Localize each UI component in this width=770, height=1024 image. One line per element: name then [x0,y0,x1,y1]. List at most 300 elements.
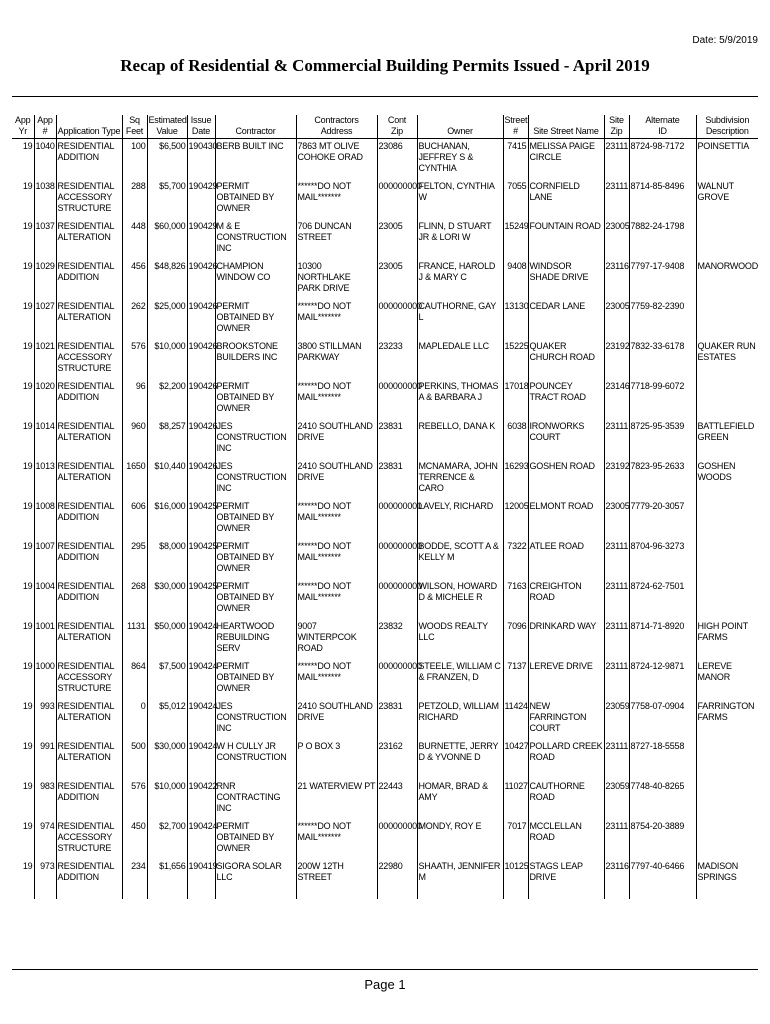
header-contractor-zip-line: Zip [391,126,403,136]
cell-street-number: 7163 [503,579,528,619]
cell-site-street-name: ELMONT ROAD [528,499,604,539]
cell-subdivision [696,579,758,619]
cell-contractor-address: ******DO NOT MAIL******* [296,499,377,539]
header-sq-feet [122,115,147,139]
table-row [12,539,758,579]
cell-street-number: 17018 [503,379,528,419]
cell-street-number: 15249 [503,219,528,259]
cell-sq-feet: 1650 [122,459,147,499]
cell-issue-date: 190424 [187,819,215,859]
cell-app-number: 1001 [34,619,56,659]
cell-app-number: 983 [34,779,56,819]
cell-application-type: RESIDENTIAL ALTERATION [56,459,122,499]
cell-street-number: 7017 [503,819,528,859]
cell-contractor-address: ******DO NOT MAIL******* [296,179,377,219]
cell-owner: FRANCE, HAROLD J & MARY C [417,259,503,299]
cell-subdivision [696,779,758,819]
cell-app-number: 1038 [34,179,56,219]
cell-street-number: 15225 [503,339,528,379]
cell-street-number: 6038 [503,419,528,459]
cell-subdivision [696,379,758,419]
table-row [12,259,758,299]
cell-contractor-zip: 000000000 [377,299,417,339]
cell-site-zip: 23111 [604,819,629,859]
cell-sq-feet: 288 [122,179,147,219]
cell-issue-date: 190430 [187,139,215,179]
cell-contractor-address: 3800 STILLMAN PARKWAY [296,339,377,379]
cell-contractor-address: 200W 12TH STREET [296,859,377,899]
header-issue-date [187,115,215,139]
header-site-zip [604,115,629,139]
cell-alternate-id: 7779-20-3057 [629,499,696,539]
cell-sq-feet: 576 [122,339,147,379]
cell-site-street-name: NEW FARRINGTON COURT [528,699,604,739]
cell-issue-date: 190424 [187,699,215,739]
header-site-street-name [528,115,604,139]
report-title: Recap of Residential & Commercial Building Permits Issued - April 2019 [120,56,650,75]
cell-alternate-id: 8724-62-7501 [629,579,696,619]
cell-alternate-id: 7882-24-1798 [629,219,696,259]
header-alternate-id [629,115,696,139]
cell-estimated-value: $30,000 [147,579,187,619]
cell-site-street-name: CREIGHTON ROAD [528,579,604,619]
cell-estimated-value: $16,000 [147,499,187,539]
cell-site-street-name: MELISSA PAIGE CIRCLE [528,139,604,179]
header-contractor [215,115,296,139]
cell-contractor-zip: 23005 [377,219,417,259]
cell-sq-feet: 100 [122,139,147,179]
cell-owner: SHAATH, JENNIFER M [417,859,503,899]
cell-app-number: 1037 [34,219,56,259]
cell-alternate-id: 7832-33-6178 [629,339,696,379]
cell-contractor-zip: 23086 [377,139,417,179]
cell-subdivision [696,539,758,579]
cell-contractor-zip: 000000000 [377,819,417,859]
header-site-zip-line: Site [609,115,624,125]
cell-app-yr: 19 [12,539,34,579]
cell-app-yr: 19 [12,299,34,339]
cell-contractor-zip: 000000000 [377,379,417,419]
header-estimated-value-line: Value [156,126,178,136]
cell-app-number: 1027 [34,299,56,339]
header-app-yr-line: Yr [18,126,28,136]
cell-contractor-address: P O BOX 3 [296,739,377,779]
cell-site-zip: 23005 [604,499,629,539]
header-alternate-id-line: Alternate [645,115,680,125]
table-row [12,659,758,699]
cell-street-number: 7415 [503,139,528,179]
cell-sq-feet: 576 [122,779,147,819]
cell-site-zip: 23111 [604,659,629,699]
cell-estimated-value: $25,000 [147,299,187,339]
header-street-number-line: # [513,126,518,136]
permits-table [12,115,758,899]
table-header [12,115,758,139]
table-row [12,419,758,459]
cell-contractor-zip: 23005 [377,259,417,299]
cell-street-number: 10125 [503,859,528,899]
cell-owner: WILSON, HOWARD D & MICHELE R [417,579,503,619]
header-issue-date-line: Date [191,126,211,136]
cell-street-number: 7137 [503,659,528,699]
cell-contractor: CHAMPION WINDOW CO [215,259,296,299]
cell-site-street-name: LEREVE DRIVE [528,659,604,699]
cell-application-type: RESIDENTIAL ACCESSORY STRUCTURE [56,819,122,859]
cell-contractor-address: 706 DUNCAN STREET [296,219,377,259]
cell-sq-feet: 606 [122,499,147,539]
cell-street-number: 13130 [503,299,528,339]
cell-street-number: 9408 [503,259,528,299]
cell-alternate-id: 8724-12-9871 [629,659,696,699]
cell-contractor: M & E CONSTRUCTION INC [215,219,296,259]
cell-alternate-id: 8725-95-3539 [629,419,696,459]
header-street-number [503,115,528,139]
cell-application-type: RESIDENTIAL ACCESSORY STRUCTURE [56,339,122,379]
header-app-number-line: App [37,115,53,125]
cell-contractor-address: ******DO NOT MAIL******* [296,379,377,419]
cell-app-number: 1040 [34,139,56,179]
cell-site-zip: 23116 [604,859,629,899]
cell-site-zip: 23111 [604,539,629,579]
table-row [12,379,758,419]
cell-alternate-id: 8704-96-3273 [629,539,696,579]
cell-issue-date: 190429 [187,219,215,259]
table-row [12,139,758,179]
cell-application-type: RESIDENTIAL ALTERATION [56,619,122,659]
header-street-number-line: Street [504,115,528,125]
cell-contractor-address: 2410 SOUTHLAND DRIVE [296,419,377,459]
cell-alternate-id: 7759-82-2390 [629,299,696,339]
cell-estimated-value: $8,257 [147,419,187,459]
top-divider [12,96,758,97]
cell-sq-feet: 1131 [122,619,147,659]
cell-app-yr: 19 [12,379,34,419]
cell-sq-feet: 450 [122,819,147,859]
header-application-type-line: Application Type [57,126,121,136]
cell-site-street-name: FOUNTAIN ROAD [528,219,604,259]
cell-contractor-address: ******DO NOT MAIL******* [296,819,377,859]
cell-contractor-address: 2410 SOUTHLAND DRIVE [296,459,377,499]
cell-street-number: 10427 [503,739,528,779]
cell-contractor: SIGORA SOLAR LLC [215,859,296,899]
cell-owner: LAVELY, RICHARD [417,499,503,539]
cell-issue-date: 190419 [187,859,215,899]
cell-estimated-value: $50,000 [147,619,187,659]
cell-street-number: 7322 [503,539,528,579]
header-contractor-address [296,115,377,139]
table-row [12,459,758,499]
cell-application-type: RESIDENTIAL ADDITION [56,539,122,579]
cell-sq-feet: 960 [122,419,147,459]
cell-issue-date: 190426 [187,299,215,339]
header-app-yr [12,115,34,139]
table-row [12,499,758,539]
cell-site-zip: 23005 [604,299,629,339]
header-site-zip-line: Zip [610,126,623,136]
cell-issue-date: 190425 [187,539,215,579]
header-subdivision-line: Subdivision [705,115,750,125]
cell-owner: REBELLO, DANA K [417,419,503,459]
cell-street-number: 7055 [503,179,528,219]
cell-contractor-address: ******DO NOT MAIL******* [296,659,377,699]
cell-owner: BURNETTE, JERRY D & YVONNE D [417,739,503,779]
cell-issue-date: 190424 [187,619,215,659]
cell-sq-feet: 262 [122,299,147,339]
header-application-type-line [58,115,121,126]
cell-estimated-value: $2,200 [147,379,187,419]
cell-app-yr: 19 [12,819,34,859]
cell-app-yr: 19 [12,179,34,219]
header-app-number-line: # [42,126,48,136]
cell-application-type: RESIDENTIAL ALTERATION [56,419,122,459]
table-row [12,819,758,859]
cell-issue-date: 190425 [187,499,215,539]
cell-site-zip: 23059 [604,779,629,819]
cell-app-number: 1000 [34,659,56,699]
cell-site-street-name: ATLEE ROAD [528,539,604,579]
cell-application-type: RESIDENTIAL ADDITION [56,259,122,299]
cell-application-type: RESIDENTIAL ADDITION [56,579,122,619]
cell-app-yr: 19 [12,139,34,179]
cell-estimated-value: $5,700 [147,179,187,219]
cell-owner: FELTON, CYNTHIA W [417,179,503,219]
cell-contractor: BROOKSTONE BUILDERS INC [215,339,296,379]
cell-sq-feet: 864 [122,659,147,699]
cell-site-street-name: POLLARD CREEK ROAD [528,739,604,779]
cell-issue-date: 190424 [187,739,215,779]
cell-contractor-address: ******DO NOT MAIL******* [296,579,377,619]
table-row [12,859,758,899]
cell-site-zip: 23111 [604,139,629,179]
header-contractor-zip [377,115,417,139]
cell-app-yr: 19 [12,779,34,819]
cell-application-type: RESIDENTIAL ADDITION [56,499,122,539]
cell-sq-feet: 500 [122,739,147,779]
header-sq-feet-line: Sq [129,115,140,125]
cell-app-yr: 19 [12,339,34,379]
cell-issue-date: 190426 [187,259,215,299]
cell-contractor: JES CONSTRUCTION INC [215,459,296,499]
cell-app-yr: 19 [12,219,34,259]
cell-application-type: RESIDENTIAL ALTERATION [56,739,122,779]
cell-application-type: RESIDENTIAL ALTERATION [56,219,122,259]
cell-app-number: 1014 [34,419,56,459]
cell-app-yr: 19 [12,659,34,699]
cell-site-street-name: CAUTHORNE ROAD [528,779,604,819]
cell-subdivision: BATTLEFIELD GREEN [697,420,755,442]
cell-estimated-value: $2,700 [147,819,187,859]
cell-contractor-address: 9007 WINTERPCOK ROAD [296,619,377,659]
cell-application-type: RESIDENTIAL ADDITION [56,379,122,419]
cell-site-street-name: POUNCEY TRACT ROAD [528,379,604,419]
cell-contractor-zip: 22443 [377,779,417,819]
cell-app-yr: 19 [12,859,34,899]
cell-subdivision: MADISON SPRINGS [697,860,739,882]
cell-app-number: 1020 [34,379,56,419]
cell-contractor-zip: 000000000 [377,659,417,699]
cell-site-street-name: IRONWORKS COURT [528,419,604,459]
cell-alternate-id: 7718-99-6072 [629,379,696,419]
header-issue-date-line: Issue [190,115,212,125]
header-contractor-line: Contractor [235,126,276,136]
cell-subdivision: POINSETTIA [697,141,750,151]
cell-site-zip: 23111 [604,739,629,779]
cell-application-type: RESIDENTIAL ALTERATION [56,699,122,739]
table-row [12,339,758,379]
cell-issue-date: 190424 [187,659,215,699]
header-site-street-name-line: Site Street Name [533,126,599,136]
cell-issue-date: 190429 [187,179,215,219]
cell-estimated-value: $10,440 [147,459,187,499]
cell-owner: WOODS REALTY LLC [417,619,503,659]
cell-site-zip: 23146 [604,379,629,419]
cell-alternate-id: 7797-40-6466 [629,859,696,899]
cell-app-yr: 19 [12,419,34,459]
cell-app-number: 1021 [34,339,56,379]
cell-subdivision: WALNUT GROVE [697,180,734,202]
cell-app-yr: 19 [12,619,34,659]
cell-subdivision: QUAKER RUN ESTATES [697,340,756,362]
cell-app-yr: 19 [12,459,34,499]
cell-owner: MONDY, ROY E [417,819,503,859]
cell-application-type: RESIDENTIAL ALTERATION [56,299,122,339]
cell-site-street-name: WINDSOR SHADE DRIVE [528,259,604,299]
cell-alternate-id: 8724-98-7172 [629,139,696,179]
cell-contractor: BERB BUILT INC [215,139,296,179]
header-application-type [56,115,122,139]
cell-site-zip: 23192 [604,459,629,499]
cell-site-street-name: CEDAR LANE [528,299,604,339]
cell-contractor-zip: 23832 [377,619,417,659]
report-date: Date: 5/9/2019 [692,35,758,46]
cell-estimated-value: $60,000 [147,219,187,259]
cell-subdivision: LEREVE MANOR [697,660,732,682]
cell-app-number: 1007 [34,539,56,579]
cell-contractor: JES CONSTRUCTION INC [215,699,296,739]
cell-contractor: PERMIT OBTAINED BY OWNER [215,379,296,419]
cell-owner: STEELE, WILLIAM C & FRANZEN, D [417,659,503,699]
cell-subdivision [696,219,758,259]
cell-contractor-address: 2410 SOUTHLAND DRIVE [296,699,377,739]
cell-site-street-name: MCCLELLAN ROAD [528,819,604,859]
cell-contractor: PERMIT OBTAINED BY OWNER [215,499,296,539]
cell-owner: PERKINS, THOMAS A & BARBARA J [417,379,503,419]
cell-site-zip: 23111 [604,579,629,619]
cell-contractor-address: 21 WATERVIEW PT [296,779,377,819]
cell-application-type: RESIDENTIAL ADDITION [56,859,122,899]
header-contractor-zip-line: Cont [387,115,407,125]
cell-contractor-zip: 23233 [377,339,417,379]
bottom-divider [12,969,758,970]
table-row [12,699,758,739]
table-row [12,739,758,779]
cell-app-yr: 19 [12,579,34,619]
cell-contractor-zip: 000000000 [377,579,417,619]
header-contractor-line [217,115,295,126]
cell-owner: HOMAR, BRAD & AMY [417,779,503,819]
cell-contractor-zip: 23162 [377,739,417,779]
cell-alternate-id: 8714-71-8920 [629,619,696,659]
cell-app-yr: 19 [12,259,34,299]
cell-site-zip: 23005 [604,219,629,259]
cell-contractor-zip: 22980 [377,859,417,899]
cell-site-street-name: QUAKER CHURCH ROAD [528,339,604,379]
cell-site-street-name: GOSHEN ROAD [528,459,604,499]
cell-sq-feet: 234 [122,859,147,899]
cell-street-number: 12005 [503,499,528,539]
table-row [12,299,758,339]
cell-application-type: RESIDENTIAL ADDITION [56,779,122,819]
cell-owner: CAUTHORNE, GAY L [417,299,503,339]
cell-alternate-id: 7748-40-8265 [629,779,696,819]
page-number: Page 1 [364,977,406,992]
header-owner-line: Owner [447,126,473,136]
cell-application-type: RESIDENTIAL ACCESSORY STRUCTURE [56,179,122,219]
cell-contractor-zip: 23831 [377,419,417,459]
header-owner-line [419,115,502,126]
cell-sq-feet: 456 [122,259,147,299]
cell-estimated-value: $10,000 [147,339,187,379]
cell-estimated-value: $48,826 [147,259,187,299]
cell-owner: MCNAMARA, JOHN TERRENCE & CARO [417,459,503,499]
table-row [12,619,758,659]
cell-alternate-id: 8727-18-5558 [629,739,696,779]
cell-subdivision: MANORWOOD [697,260,759,271]
cell-application-type: RESIDENTIAL ACCESSORY STRUCTURE [56,659,122,699]
cell-alternate-id: 8714-85-8496 [629,179,696,219]
table-row [12,779,758,819]
cell-site-zip: 23116 [604,259,629,299]
header-contractor-address-line: Address [320,126,353,136]
cell-site-zip: 23111 [604,619,629,659]
cell-app-number: 973 [34,859,56,899]
cell-contractor: JES CONSTRUCTION INC [215,419,296,459]
cell-contractor-address: 7863 MT OLIVE COHOKE ORAD [296,139,377,179]
cell-owner: MAPLEDALE LLC [417,339,503,379]
cell-contractor: PERMIT OBTAINED BY OWNER [215,299,296,339]
cell-street-number: 11027 [503,779,528,819]
cell-sq-feet: 96 [122,379,147,419]
cell-alternate-id: 7823-95-2633 [629,459,696,499]
cell-owner: BODDE, SCOTT A & KELLY M [417,539,503,579]
header-site-street-name-line [530,115,603,126]
cell-app-number: 1008 [34,499,56,539]
cell-application-type: RESIDENTIAL ADDITION [56,139,122,179]
cell-contractor: PERMIT OBTAINED BY OWNER [215,539,296,579]
cell-app-number: 1013 [34,459,56,499]
cell-site-street-name: DRINKARD WAY [528,619,604,659]
cell-sq-feet: 0 [122,699,147,739]
header-alternate-id-line: ID [658,126,667,136]
table-row [12,219,758,259]
cell-estimated-value: $1,656 [147,859,187,899]
cell-subdivision [696,739,758,779]
cell-estimated-value: $30,000 [147,739,187,779]
cell-contractor: PERMIT OBTAINED BY OWNER [215,579,296,619]
cell-site-zip: 23192 [604,339,629,379]
cell-contractor-zip: 000000000 [377,539,417,579]
cell-contractor: HEARTWOOD REBUILDING SERV [215,619,296,659]
cell-street-number: 7096 [503,619,528,659]
cell-app-number: 1029 [34,259,56,299]
cell-estimated-value: $7,500 [147,659,187,699]
cell-subdivision: HIGH POINT FARMS [697,620,748,642]
header-app-number [34,115,56,139]
cell-sq-feet: 295 [122,539,147,579]
table-row [12,179,758,219]
cell-street-number: 16293 [503,459,528,499]
cell-app-yr: 19 [12,739,34,779]
